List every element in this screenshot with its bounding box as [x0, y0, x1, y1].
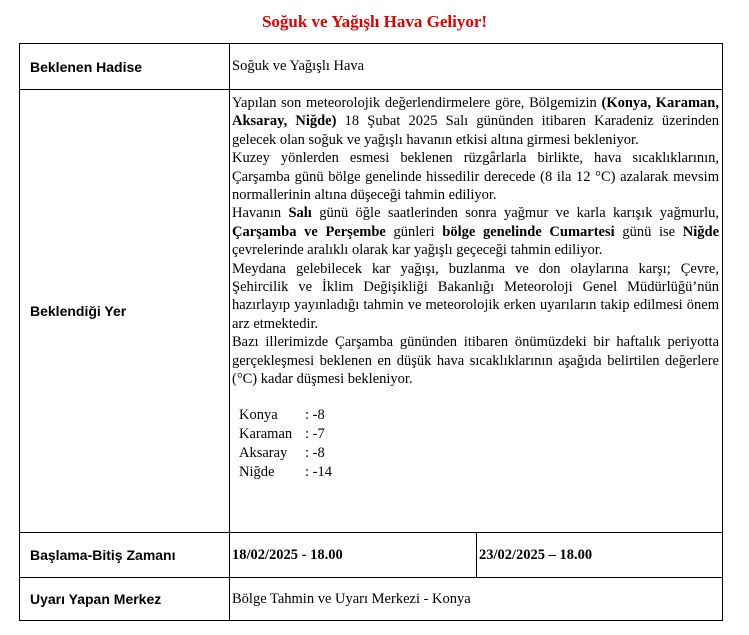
row-beklenen-hadise [20, 44, 723, 90]
temp-row [239, 406, 722, 425]
temperature-list [239, 406, 722, 482]
end-time: 23/02/2025 – 18.00 [477, 533, 723, 578]
temp-row [239, 444, 722, 463]
value-beklenen-hadise: Soğuk ve Yağışlı Hava [230, 44, 723, 90]
label-beklendigi-yer: Beklendiği Yer [20, 90, 230, 533]
city-name: Niğde [239, 463, 275, 480]
city-temp: : -8 [305, 444, 325, 461]
city-name: Karaman [239, 425, 293, 442]
paragraph-2: Kuzey yönlerden esmesi beklenen rüzgârlarla birlikte, hava sıcaklıklarının, Çarşamba günü bölge genelinde hissedilir derecede (8 ila 12 °C) azalarak mevsim normallerinin altına düşeceği tahmin ediliyor. [232, 150, 719, 204]
label-baslama-bitis: Başlama-Bitiş Zamanı [20, 533, 230, 578]
temp-row [239, 425, 722, 444]
value-beklendigi-yer [230, 90, 723, 533]
row-baslama-bitis [20, 533, 723, 578]
city-temp: : -14 [305, 463, 332, 480]
label-uyari-merkez: Uyarı Yapan Merkez [20, 578, 230, 621]
paragraph-1: Yapılan son meteorolojik değerlendirmelere göre, Bölgemizin (Konya, Karaman, Aksaray, Niğde) 18 Şubat 2025 Salı gününden itibaren Karadeniz üzerinden gelecek olan soğuk ve yağışlı havanın etkisi altına girmesi bekleniyor. [232, 95, 719, 148]
label-beklenen-hadise: Beklenen Hadise [20, 44, 230, 90]
warning-table [19, 43, 723, 621]
row-beklendigi-yer [20, 90, 723, 533]
city-temp: : -8 [305, 406, 325, 423]
paragraph-4: Meydana gelebilecek kar yağışı, buzlanma ve don olaylarına karşı; Çevre, Şehircilik ve İklim Değişikliği Bakanlığı Meteoroloji Genel Müdürlüğü’nün hazırlayıp yayınladığı tahmin ve meteorolojik erken uyarıların takip edilmesi önem arz etmektedir. [232, 260, 719, 332]
city-name: Aksaray [239, 444, 288, 461]
page-title: Soğuk ve Yağışlı Hava Geliyor! [261, 12, 488, 31]
start-time: 18/02/2025 - 18.00 [230, 533, 477, 578]
row-uyari-merkez [20, 578, 723, 621]
paragraph-3: Havanın Salı günü öğle saatlerinden sonra yağmur ve karla karışık yağmurlu, Çarşamba ve Perşembe günleri bölge genelinde Cumartesi günü ise Niğde çevrelerinde aralıklı olarak kar yağışlı geçeceği tahmin ediliyor. [232, 205, 720, 259]
value-uyari-merkez: Bölge Tahmin ve Uyarı Merkezi - Konya [230, 578, 723, 621]
temp-row [239, 463, 722, 482]
city-name: Konya [239, 406, 278, 423]
paragraph-5: Bazı illerimizde Çarşamba gününden itibaren önümüzdeki bir haftalık periyotta gerçekleşmesi beklenen en düşük hava sıcaklıklarının aşağıda belirtilen değerlere (°C) kadar düşmesi bekleniyor. [232, 334, 719, 388]
city-temp: : -7 [305, 425, 325, 442]
